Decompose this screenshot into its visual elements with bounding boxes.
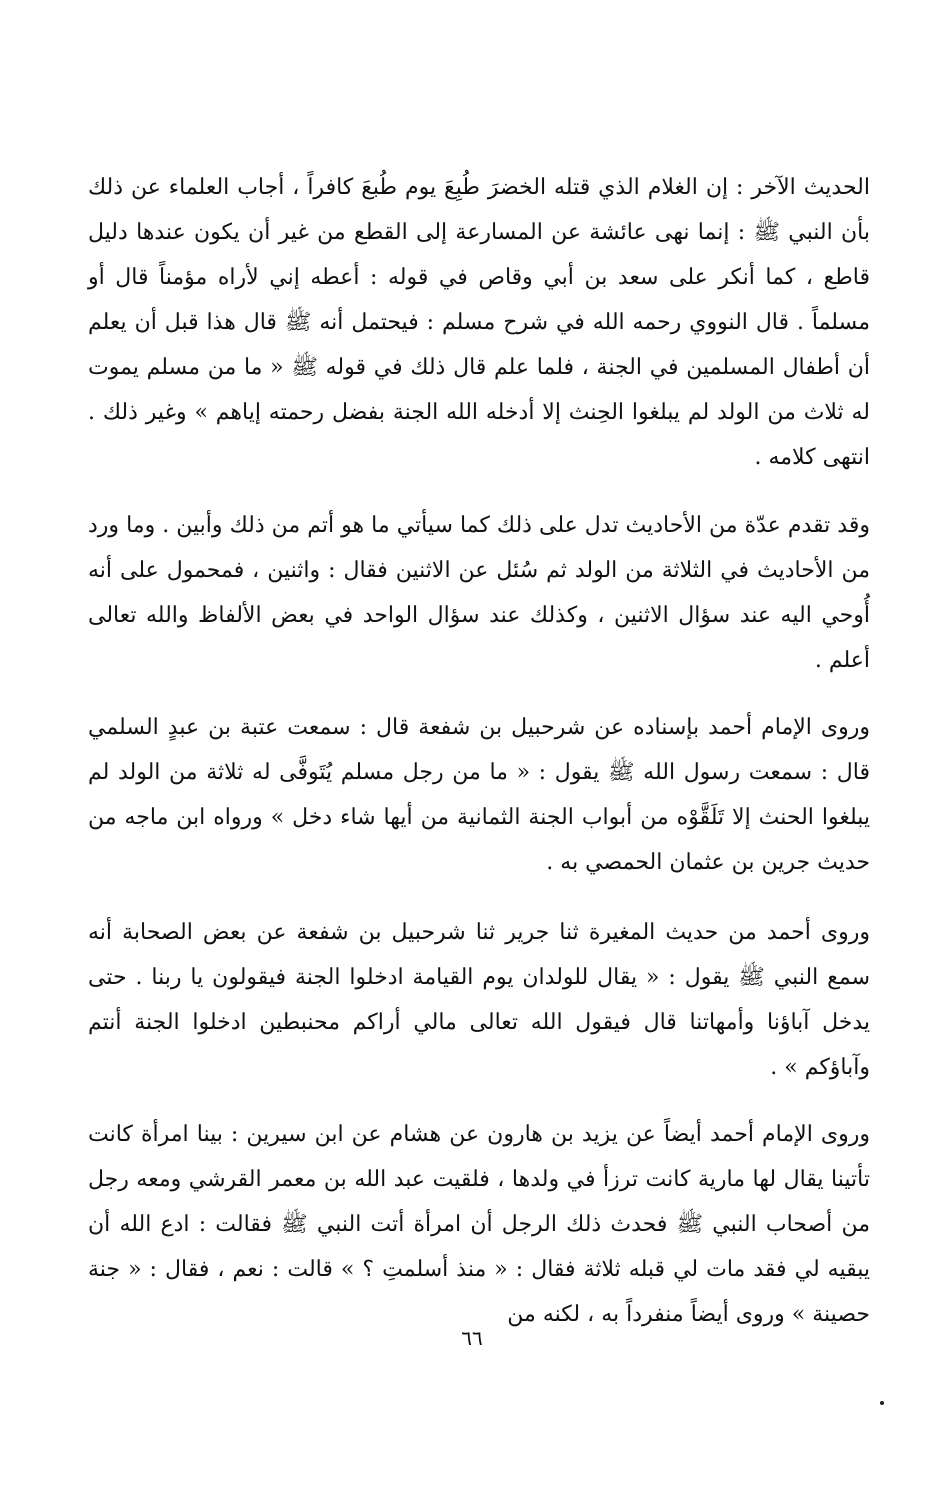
paragraph-3: وروى الإمام أحمد بإسناده عن شرحبيل بن شفعة قال : سمعت عتبة بن عبدٍ السلمي قال : سمعت رسول الله ﷺ يقول : « ما من رجل مسلم يُتَوفَّى له ثلاثة من الولد لم يبلغوا الحنث إلا تَلَقَّوْه من أبواب الجنة الثمانية من أيها شاء دخل » ورواه ابن ماجه من حديث جرين بن عثمان الحمصي به . bbox=[88, 715, 870, 875]
page-number: ٦٦ bbox=[461, 1326, 483, 1350]
paragraph-1: الحديث الآخر : إن الغلام الذي قتله الخضرَ طُبِعَ يوم طُبعَ كافراً ، أجاب العلماء عن ذلك بأن النبي ﷺ : إنما نهى عائشة عن المسارعة إلى القطع من غير أن يكون عندها دليل قاطع ، كما أنكر على سعد بن أبي وقاص في قوله : أعطه إني لأراه مؤمناً قال أو مسلماً . قال النووي رحمه الله في شرح مسلم : فيحتمل أنه ﷺ قال هذا قبل أن يعلم أن أطفال المسلمين في الجنة ، فلما علم قال ذلك في قوله ﷺ « ما من مسلم يموت له ثلاث من الولد لم يبلغوا الحِنث إلا أدخله الله الجنة بفضل رحمته إياهم » وغير ذلك . انتهى كلامه . bbox=[88, 175, 870, 470]
paragraph-4: وروى أحمد من حديث المغيرة ثنا جرير ثنا شرحبيل بن شفعة عن بعض الصحابة أنه سمع النبي ﷺ يقول : « يقال للولدان يوم القيامة ادخلوا الجنة فيقولون يا ربنا . حتى يدخل آباؤنا وأمهاتنا قال فيقول الله تعالى مالي أراكم محنبطين ادخلوا الجنة أنتم وآباؤكم » . bbox=[88, 920, 870, 1080]
paragraph-2: وقد تقدم عدّة من الأحاديث تدل على ذلك كما سيأتي ما هو أتم من ذلك وأبين . وما ورد من الأحاديث في الثلاثة من الولد ثم سُئل عن الاثنين فقال : واثنين ، فمحمول على أنه أُوحي اليه عند سؤال الاثنين ، وكذلك عند سؤال الواحد في بعض الألفاظ والله تعالى أعلم . bbox=[88, 513, 870, 673]
scan-dot-mark bbox=[880, 1401, 884, 1405]
paragraph-5: وروى الإمام أحمد أيضاً عن يزيد بن هارون عن هشام عن ابن سيرين : بينا امرأة كانت تأتينا يقال لها مارية كانت ترزأ في ولدها ، فلقيت عبد الله بن معمر القرشي ومعه رجل من أصحاب النبي ﷺ فحدث ذلك الرجل أن امرأة أتت النبي ﷺ فقالت : ادع الله أن يبقيه لي فقد مات لي قبله ثلاثة فقال : « منذ أسلمتِ ؟ » قالت : نعم ، فقال : « جنة حصينة » وروى أيضاً منفرداً به ، لكنه من bbox=[88, 1122, 870, 1327]
